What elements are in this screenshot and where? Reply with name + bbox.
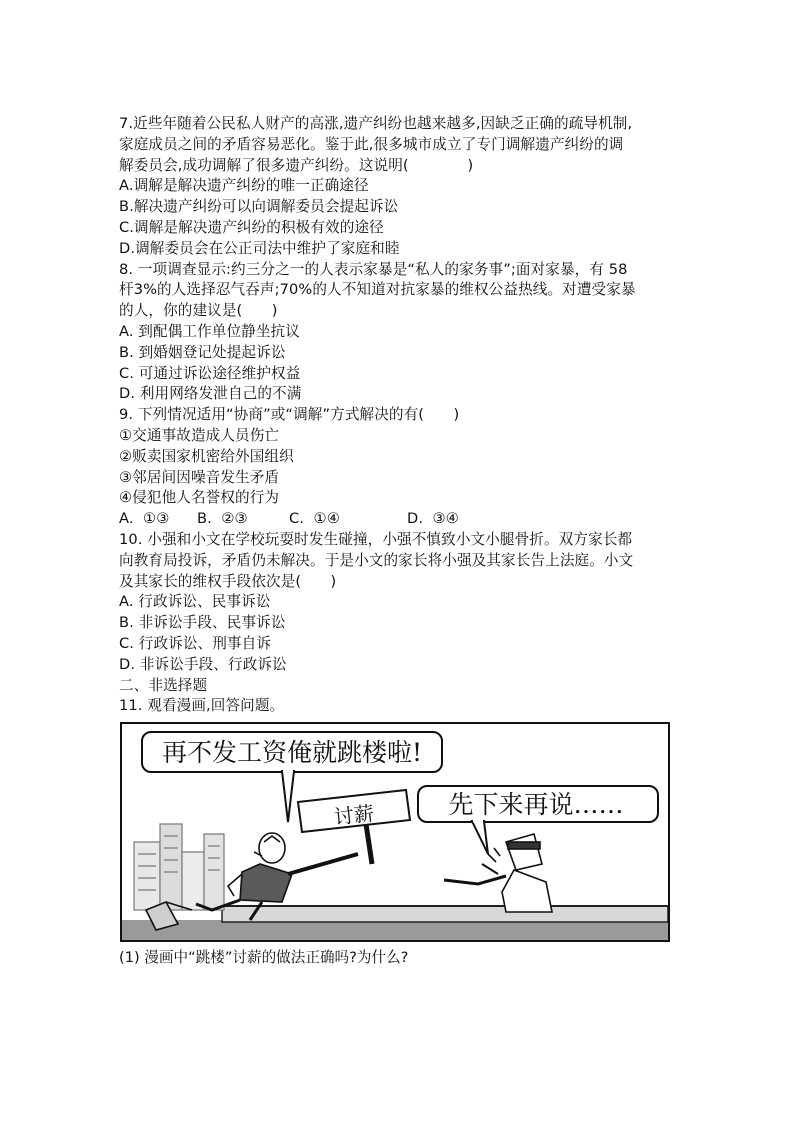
- q9-item-4: ④侵犯他人名誉权的行为: [119, 489, 280, 507]
- q10-option-a: A. 行政诉讼、民事诉讼: [119, 593, 271, 611]
- q7-line-3: 解委员会,成功调解了很多遗产纠纷。这说明( ): [119, 156, 474, 174]
- q9-option-d: D. ③④: [407, 510, 459, 528]
- q10-option-d: D. 非诉讼手段、行政诉讼: [119, 655, 287, 673]
- q8-line-1: 8. 一项调查显示:约三分之一的人表示家暴是“私人的家务事”;面对家暴，有 58: [119, 260, 628, 278]
- q7-option-d: D.调解委员会在公正司法中维护了家庭和睦: [119, 239, 400, 257]
- protest-sign: [298, 790, 410, 864]
- q7-line-1: 7.近些年随着公民私人财产的高涨,遗产纠纷也越来越多,因缺乏正确的疏导机制,: [119, 115, 633, 132]
- sign-text: 讨薪: [332, 800, 376, 830]
- q8-option-d: D. 利用网络发泄自己的不满: [119, 385, 302, 403]
- q8-line-3: 的人，你的建议是( ): [119, 302, 278, 320]
- q10-line-1: 10. 小强和小文在学校玩耍时发生碰撞，小强不慎致小文小腿骨折。双方家长都: [119, 530, 633, 548]
- q9-item-3: ③邻居间因噪音发生矛盾: [119, 468, 280, 486]
- q10-line-2: 向教育局投诉，矛盾仍未解决。于是小文的家长将小强及其家长告上法庭。小文: [119, 551, 634, 569]
- bubble-right-text: 先下来再说……: [448, 790, 624, 819]
- q11-stem: 11. 观看漫画,回答问题。: [119, 697, 285, 715]
- ground-strip: [122, 920, 668, 940]
- question-text-block: [119, 114, 679, 717]
- q11-sub1: (1) 漫画中“跳楼”讨薪的做法正确吗?为什么?: [119, 949, 409, 966]
- q9-line-1: 9. 下列情况适用“协商”或“调解”方式解决的有( ): [119, 406, 460, 424]
- cartoon-illustration: [120, 722, 670, 942]
- q7-option-a: A.调解是解决遗产纠纷的唯一正确途径: [119, 177, 369, 195]
- section-heading: 二、非选择题: [119, 676, 208, 694]
- q8-option-a: A. 到配偶工作单位静坐抗议: [119, 322, 300, 340]
- q9-item-1: ①交通事故造成人员伤亡: [119, 426, 280, 444]
- q9-option-a: A. ①③: [119, 510, 170, 528]
- rooftop-ledge: [222, 906, 668, 922]
- city-buildings: [134, 824, 224, 910]
- q8-option-c: C. 可通过诉讼途径维护权益: [119, 364, 301, 382]
- q9-option-c: C. ①④: [289, 510, 340, 528]
- q10-line-3: 及其家长的维权手段依次是( ): [119, 572, 337, 590]
- official-figure: [444, 834, 552, 912]
- q7-option-c: C.调解是解决遗产纠纷的积极有效的途径: [119, 218, 384, 236]
- q9-item-2: ②贩卖国家机密给外国组织: [119, 447, 294, 465]
- q9-options-row: [119, 509, 679, 530]
- q7-option-b: B.解决遗产纠纷可以向调解委员会提起诉讼: [119, 198, 399, 216]
- q8-line-2: 杆3%的人选择忍气吞声;70%的人不知道对抗家暴的维权公益热线。对遭受家暴: [119, 281, 636, 299]
- q9-option-b: B. ②③: [197, 510, 248, 528]
- bubble-left-text: 再不发工资俺就跳楼啦!: [161, 738, 423, 767]
- q10-option-b: B. 非诉讼手段、民事诉讼: [119, 614, 286, 632]
- q7-line-2: 家庭成员之间的矛盾容易恶化。鉴于此,很多城市成立了专门调解遗产纠纷的调: [119, 135, 624, 153]
- cartoon-drawing: [122, 724, 668, 940]
- q8-option-b: B. 到婚姻登记处提起诉讼: [119, 343, 286, 361]
- q10-option-c: C. 行政诉讼、刑事自诉: [119, 634, 272, 652]
